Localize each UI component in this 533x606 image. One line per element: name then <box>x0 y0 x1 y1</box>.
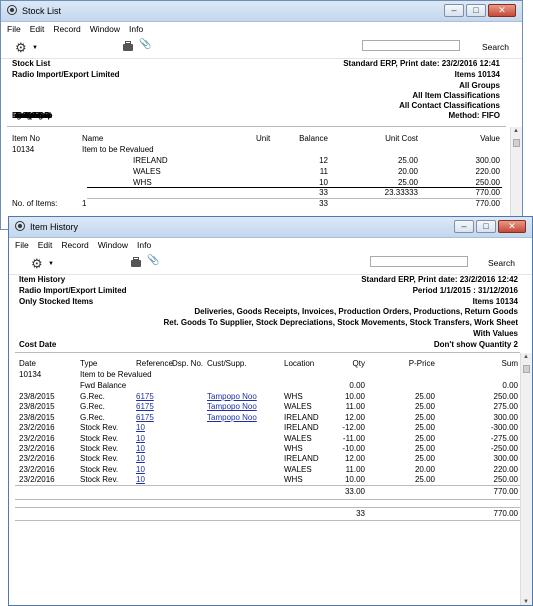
col-date: Date <box>19 359 36 368</box>
row-type: G.Rec. <box>80 412 105 422</box>
subtotal-unit-cost: 23.33333 <box>384 188 418 197</box>
row-reference[interactable]: 6175 <box>136 402 154 412</box>
col-type: Type <box>80 359 98 368</box>
row-reference[interactable]: 6175 <box>136 392 154 401</box>
report-title: Stock List <box>12 59 51 68</box>
total-qty: 33 <box>356 509 365 518</box>
location-unit-cost: 20.00 <box>397 167 418 176</box>
row-location: WHS <box>284 392 303 401</box>
location-unit-cost: 25.00 <box>397 178 418 187</box>
report-title: Item History <box>19 275 66 284</box>
location-value: 220.00 <box>475 167 500 176</box>
stock-list-report <box>1 58 510 230</box>
items-spec: Items 10134 <box>472 297 518 306</box>
row-type: Stock Rev. <box>80 423 119 433</box>
item-history-report <box>9 274 520 606</box>
company-name: Radio Import/Export Limited <box>19 286 127 295</box>
paperclip-icon[interactable]: 📎 <box>139 39 152 50</box>
maximize-button[interactable]: □ <box>466 4 486 17</box>
row-p-price: 25.00 <box>414 433 435 443</box>
item-history-titlebar[interactable] <box>9 217 532 238</box>
overlap-options: Excluding Reserved Stock Including Quarantine Stock Excluding Goods Receipt <box>12 111 48 120</box>
row-date: 23/2/2016 <box>19 423 55 433</box>
total-sum: 770.00 <box>493 509 518 518</box>
items-spec: Items 10134 <box>454 70 500 79</box>
row-type: Stock Rev. <box>80 433 119 443</box>
divider <box>87 198 502 199</box>
item-class-spec: All Item Classifications <box>412 91 500 100</box>
location-name: WHS <box>133 178 152 187</box>
row-qty: -12.00 <box>342 423 365 433</box>
col-item-no: Item No <box>12 134 41 143</box>
method-spec: Method: FIFO <box>448 111 500 120</box>
row-date: 23/2/2016 <box>19 454 55 464</box>
no-of-items-count: 1 <box>82 199 87 208</box>
menu-info[interactable]: Info <box>129 24 144 34</box>
col-cust-supp: Cust/Supp. <box>207 359 247 368</box>
company-name: Radio Import/Export Limited <box>12 70 120 79</box>
row-cust-supp[interactable]: Tampopo Noo <box>207 412 257 422</box>
row-type: Stock Rev. <box>80 464 119 474</box>
row-sum: 250.00 <box>493 392 518 401</box>
location-balance: 11 <box>319 167 328 176</box>
maximize-button[interactable]: □ <box>476 220 496 233</box>
row-location: WHS <box>284 475 303 485</box>
total-line <box>15 507 520 508</box>
fwd-balance-sum: 0.00 <box>502 381 518 390</box>
row-p-price: 25.00 <box>414 444 435 453</box>
row-reference[interactable]: 10 <box>136 475 145 485</box>
row-p-price: 20.00 <box>414 464 435 474</box>
col-unit-cost: Unit Cost <box>385 134 418 143</box>
row-location: IRELAND <box>284 412 319 422</box>
print-date: Standard ERP, Print date: 23/2/2016 12:41 <box>343 59 500 68</box>
location-unit-cost: 25.00 <box>397 156 418 165</box>
search-button[interactable]: Search <box>482 42 509 52</box>
types-spec-2: Ret. Goods To Supplier, Stock Depreciations, Stock Movements, Stock Transfers, Work Sheet <box>163 318 518 327</box>
chevron-down-icon[interactable]: ▼ <box>48 261 54 267</box>
row-cust-supp[interactable]: Tampopo Noo <box>207 402 257 412</box>
fwd-balance-qty: 0.00 <box>349 381 365 390</box>
row-sum: 275.00 <box>493 402 518 412</box>
row-sum: -300.00 <box>490 423 518 433</box>
row-type: G.Rec. <box>80 392 105 401</box>
row-location: WHS <box>284 444 303 453</box>
row-reference[interactable]: 10 <box>136 433 145 443</box>
row-location: WALES <box>284 433 312 443</box>
subtotal-sum: 770.00 <box>493 487 518 496</box>
row-sum: 250.00 <box>493 475 518 485</box>
stock-list-window <box>0 0 523 230</box>
subtotal-balance: 33 <box>319 188 328 197</box>
chevron-down-icon[interactable]: ▼ <box>32 45 38 51</box>
row-qty: 11.00 <box>345 464 365 474</box>
row-location: IRELAND <box>284 454 319 464</box>
printer-icon[interactable] <box>131 260 141 267</box>
menu-info[interactable]: Info <box>137 240 152 250</box>
contact-class-spec: All Contact Classifications <box>399 101 500 110</box>
row-type: Stock Rev. <box>80 475 119 485</box>
scroll-up-icon[interactable]: ▲ <box>513 128 519 134</box>
close-button[interactable]: ✕ <box>488 4 516 17</box>
row-reference[interactable]: 10 <box>136 454 145 464</box>
close-button[interactable]: ✕ <box>498 220 526 233</box>
paperclip-icon[interactable]: 📎 <box>147 255 160 266</box>
menu-file[interactable]: File <box>15 240 29 250</box>
location-name: WALES <box>133 167 161 176</box>
row-location: WALES <box>284 464 312 474</box>
col-p-price: P-Price <box>408 359 435 368</box>
stocked-items-spec: Only Stocked Items <box>19 297 94 306</box>
row-sum: 300.00 <box>493 454 518 464</box>
item-name: Item to be Revalued <box>80 370 152 379</box>
toolbar <box>1 36 522 59</box>
footer-balance: 33 <box>319 199 328 208</box>
minimize-button[interactable]: – <box>454 220 474 233</box>
row-location: WALES <box>284 402 312 412</box>
types-spec-1: Deliveries, Goods Receipts, Invoices, Production Orders, Productions, Return Goods <box>194 307 518 316</box>
print-date: Standard ERP, Print date: 23/2/2016 12:42 <box>361 275 518 284</box>
row-qty: -11.00 <box>342 433 365 443</box>
row-type: Stock Rev. <box>80 444 119 453</box>
period-spec: Period 1/1/2015 : 31/12/2016 <box>412 286 518 295</box>
col-location: Location <box>284 359 315 368</box>
item-no: 10134 <box>19 370 42 379</box>
col-balance: Balance <box>299 134 328 143</box>
location-value: 250.00 <box>475 178 500 187</box>
col-value: Value <box>480 134 500 143</box>
location-balance: 12 <box>319 156 328 165</box>
row-date: 23/8/2015 <box>19 402 55 412</box>
vertical-scrollbar[interactable] <box>520 353 532 606</box>
col-unit: Unit <box>256 134 271 143</box>
window-title: Stock List <box>22 6 62 16</box>
row-type: G.Rec. <box>80 402 105 412</box>
divider <box>7 126 506 127</box>
row-qty: -10.00 <box>342 444 365 453</box>
row-date: 23/2/2016 <box>19 475 55 485</box>
row-date: 23/8/2015 <box>19 412 55 422</box>
toolbar <box>9 252 532 275</box>
fwd-balance-label: Fwd Balance <box>80 381 127 390</box>
item-no: 10134 <box>12 145 35 154</box>
divider <box>15 352 520 353</box>
col-dsp-no: Dsp. No. <box>172 359 204 368</box>
row-date: 23/2/2016 <box>19 433 55 443</box>
minimize-button[interactable]: – <box>444 4 464 17</box>
search-button[interactable]: Search <box>488 258 515 268</box>
row-p-price: 25.00 <box>414 454 435 464</box>
subtotal-line <box>15 485 520 486</box>
window-title: Item History <box>30 222 79 232</box>
item-history-window <box>8 216 533 606</box>
scroll-thumb[interactable] <box>523 365 530 373</box>
subtotal-value: 770.00 <box>475 188 500 197</box>
location-value: 300.00 <box>475 156 500 165</box>
menu-bar <box>9 238 532 252</box>
row-reference[interactable]: 10 <box>136 464 145 474</box>
row-cust-supp[interactable]: Tampopo Noo <box>207 392 257 401</box>
location-balance: 10 <box>319 178 328 187</box>
stock-list-titlebar[interactable] <box>1 1 522 22</box>
col-reference: Reference <box>136 359 173 368</box>
row-sum: -250.00 <box>490 444 518 453</box>
col-name: Name <box>82 134 104 143</box>
scroll-up-icon[interactable]: ▲ <box>523 354 529 360</box>
menu-file[interactable]: File <box>7 24 21 34</box>
location-name: IRELAND <box>133 156 168 165</box>
row-qty: 10.00 <box>344 475 365 485</box>
vertical-scrollbar[interactable] <box>510 127 522 230</box>
col-sum: Sum <box>501 359 518 368</box>
search-input[interactable] <box>370 256 468 267</box>
row-reference[interactable]: 6175 <box>136 412 154 422</box>
row-date: 23/8/2015 <box>19 392 55 401</box>
row-date: 23/2/2016 <box>19 444 55 453</box>
printer-icon[interactable] <box>123 44 133 51</box>
row-reference[interactable]: 10 <box>136 423 145 433</box>
dont-show-quantity: Don't show Quantity 2 <box>433 340 518 349</box>
scroll-down-icon[interactable]: ▼ <box>523 599 529 605</box>
row-qty: 10.00 <box>344 392 365 401</box>
row-date: 23/2/2016 <box>19 464 55 474</box>
item-name: Item to be Revalued <box>82 145 154 154</box>
no-of-items-label: No. of Items: <box>12 199 58 208</box>
gear-icon[interactable]: ⚙ <box>31 256 43 271</box>
row-sum: -275.00 <box>490 433 518 443</box>
row-reference[interactable]: 10 <box>136 444 145 453</box>
row-qty: 12.00 <box>344 454 365 464</box>
row-qty: 11.00 <box>345 402 365 412</box>
menu-bar <box>1 22 522 36</box>
menu-window[interactable]: Window <box>97 240 128 250</box>
gear-icon[interactable]: ⚙ <box>15 40 27 55</box>
groups-spec: All Groups <box>459 81 500 90</box>
row-location: IRELAND <box>284 423 319 433</box>
menu-record[interactable]: Record <box>61 240 89 250</box>
search-input[interactable] <box>362 40 460 51</box>
subtotal-qty: 33.00 <box>344 487 365 496</box>
cost-date-label: Cost Date <box>19 340 57 349</box>
row-sum: 300.00 <box>493 412 518 422</box>
divider <box>15 520 520 521</box>
row-sum: 220.00 <box>493 464 518 474</box>
subtotal-line <box>87 187 502 188</box>
row-p-price: 25.00 <box>414 392 435 401</box>
menu-edit[interactable]: Edit <box>29 24 45 34</box>
menu-edit[interactable]: Edit <box>37 240 53 250</box>
row-p-price: 25.00 <box>414 423 435 433</box>
row-p-price: 25.00 <box>414 412 435 422</box>
divider <box>15 499 520 500</box>
menu-record[interactable]: Record <box>53 24 81 34</box>
app-icon <box>7 5 17 15</box>
row-p-price: 25.00 <box>414 402 435 412</box>
with-values: With Values <box>473 329 518 338</box>
col-qty: Qty <box>352 359 365 368</box>
row-p-price: 25.00 <box>414 475 435 485</box>
menu-window[interactable]: Window <box>89 24 120 34</box>
footer-value: 770.00 <box>475 199 500 208</box>
app-icon <box>15 221 25 231</box>
scroll-thumb[interactable] <box>513 139 520 147</box>
row-type: Stock Rev. <box>80 454 119 464</box>
row-qty: 12.00 <box>344 412 365 422</box>
